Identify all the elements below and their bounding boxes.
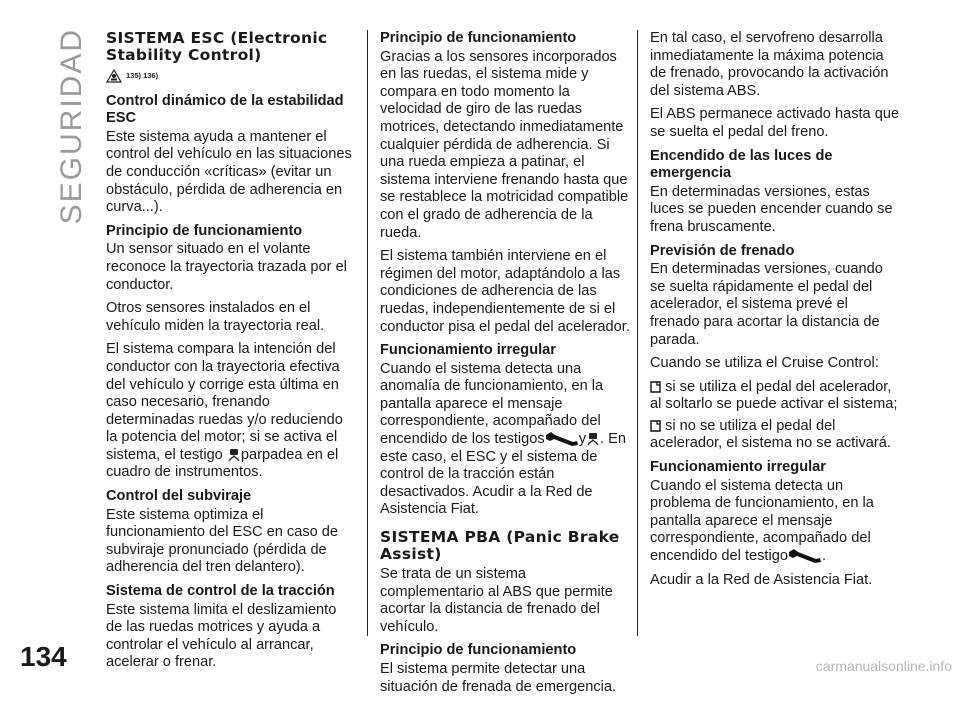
section-title-vertical: SEGURIDAD (55, 28, 88, 225)
warning-references (106, 67, 356, 85)
column-2 (380, 30, 630, 702)
paragraph-text: parpadea en el cuadro de instrumentos. (106, 446, 339, 481)
paragraph: Se trata de un sistema complementario al ABS que permite acortar la distancia de frenado del vehículo. (380, 566, 613, 635)
square-bullet-icon (650, 381, 661, 393)
square-bullet-icon (650, 420, 661, 432)
bullet-item (650, 418, 900, 453)
paragraph-malfunction (650, 478, 900, 566)
conjunction-text: y (578, 431, 586, 448)
warning-reference-icon (106, 69, 122, 83)
column-3 (650, 30, 900, 595)
column-divider-2 (637, 30, 638, 636)
paragraph: El sistema también interviene en el régimen del motor, adaptándolo a las condiciones de adherencia de las ruedas, independientemente de si el conductor pisa el pedal del acelerador. (380, 248, 630, 335)
bullet-item (650, 379, 900, 414)
esc-warning-light-icon (227, 448, 241, 462)
reference-numbers: 135) 136) (126, 71, 159, 80)
paragraph: Un sensor situado en el volante reconoce la trayectoria trazada por el conductor. (106, 241, 347, 293)
paragraph-text: Cuando el sistema detecta un problema de funcionamiento, en la pantalla aparece el mensaje correspondiente, acompañado del encendido del testigo (650, 477, 874, 565)
paragraph: Este sistema limita el deslizamiento de las ruedas motrices y ayuda a controlar el vehículo al arrancar, acelerar o frenar. (106, 601, 337, 671)
paragraph-malfunction (380, 361, 630, 519)
column-1 (106, 30, 356, 678)
heading-esc: Control dinámico de la estabilidad ESC (106, 92, 344, 127)
esc-warning-light-icon (586, 432, 600, 446)
heading-understeer: Control del subviraje (106, 488, 252, 505)
bullet-text: si no se utiliza el pedal del acelerador, el sistema no se activará. (650, 417, 891, 452)
paragraph: Acudir a la Red de Asistencia Fiat. (650, 571, 873, 588)
heading-principle: Principio de funcionamiento (380, 642, 577, 659)
punctuation: . (821, 548, 826, 565)
heading-principle: Principio de funcionamiento (380, 30, 577, 46)
heading-principle: Principio de funcionamiento (106, 222, 303, 239)
paragraph: El ABS permanece activado hasta que se suelta el pedal del freno. (650, 106, 900, 140)
wrench-warning-icon (545, 431, 579, 447)
paragraph: Cuando se utiliza el Cruise Control: (650, 355, 879, 372)
paragraph: Otros sensores instalados en el vehículo miden la trayectoria real. (106, 300, 325, 334)
punctuation: . (600, 431, 605, 448)
heading-hazard-lights: Encendido de las luces de emergencia (650, 147, 833, 182)
page-number: 134 (20, 641, 67, 672)
paragraph-text: En este caso, el ESC y el sistema de control de la tracción están desactivados. Acudir a la Red de Asistencia Fiat. (380, 431, 626, 518)
bullet-text: si se utiliza el pedal del acelerador, al soltarlo se puede activar el sistema; (650, 378, 898, 413)
paragraph: Este sistema optimiza el funcionamiento del ESC en caso de subviraje pronunciado (pérdida de adherencia del tren delantero). (106, 506, 339, 576)
paragraph: En determinadas versiones, cuando se suelta rápidamente el pedal del acelerador, el sistema prevé el frenado para acortar la distancia de parada. (650, 261, 883, 348)
esc-title: SISTEMA ESC (Electronic Stability Control) (106, 29, 328, 64)
paragraph: El sistema permite detectar una situación de frenada de emergencia. (380, 661, 617, 695)
paragraph: En determinadas versiones, estas luces se pueden encender cuando se frena bruscamente. (650, 183, 893, 235)
paragraph: Este sistema ayuda a mantener el control del vehículo en las situaciones de conducción «críticas» (evitar un obstáculo, pérdida de adherencia en curva...). (106, 128, 352, 216)
heading-traction: Sistema de control de la tracción (106, 583, 335, 600)
watermark: carmanualsonline.info (815, 658, 952, 674)
paragraph: En tal caso, el servofreno desarrolla inmediatamente la máxima potencia de frenado, provocando la activación del sistema ABS. (650, 30, 889, 99)
paragraph-text: El sistema compara la intención del conductor con la trayectoria efectiva del vehículo y corrige esta última en caso necesario, frenando determinadas ruedas y/o reduciendo la potencia del motor; si se activa el sistema, el testigo (106, 341, 343, 463)
heading-malfunction: Funcionamiento irregular (650, 459, 826, 476)
paragraph-text: Cuando el sistema detecta una anomalía de funcionamiento, en la pantalla aparece el mensaje correspondiente, acompañado del encendido de los testigos (380, 360, 604, 448)
paragraph: Gracias a los sensores incorporados en las ruedas, el sistema mide y compara en todo momento la velocidad de giro de las ruedas motrices, detectando inmediatamente cualquier pérdida de adherencia. Si una rueda empieza a patinar, el sistema interviene frenando hasta que se restablece la motricidad compatible con el grado de adherencia de la rueda. (380, 48, 629, 241)
heading-brake-prediction: Previsión de frenado (650, 242, 795, 259)
wrench-warning-icon (788, 548, 822, 564)
paragraph-esc-correction (106, 341, 356, 482)
heading-malfunction: Funcionamiento irregular (380, 342, 556, 359)
pba-title: SISTEMA PBA (Panic Brake Assist) (380, 528, 620, 563)
column-divider-1 (367, 30, 368, 636)
